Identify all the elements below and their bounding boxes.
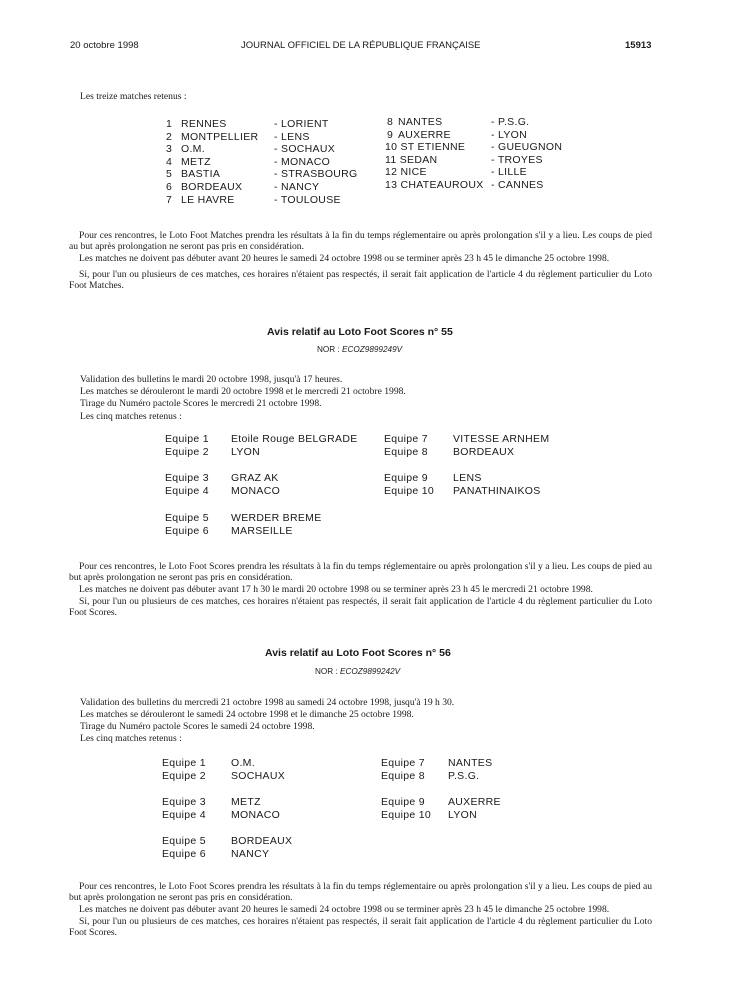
- s3-labels-left: [162, 757, 206, 783]
- away-team: - SOCHAUX: [274, 143, 336, 156]
- team-name: AUXERRE: [448, 796, 501, 808]
- match-number: 5: [166, 168, 173, 181]
- away-team: - TOULOUSE: [274, 193, 341, 206]
- s3-labels-right: [381, 757, 425, 783]
- s3-teams-right-2: [448, 796, 501, 822]
- away-team: - NANCY: [274, 180, 320, 193]
- match-number: 2: [166, 130, 173, 143]
- team-name: WERDER BREME: [231, 512, 322, 524]
- home-team: MONTPELLIER: [181, 130, 259, 143]
- team-label: Equipe 10: [384, 485, 434, 497]
- home-team: BASTIA: [181, 168, 221, 181]
- match-away-left: [274, 118, 358, 206]
- section3-intro: Les cinq matches retenus :: [80, 733, 182, 744]
- s3-labels-right-2: [381, 796, 431, 822]
- s2-teams-left: [231, 433, 358, 459]
- home-team: AUXERRE: [398, 128, 451, 141]
- team-label: Equipe 8: [381, 770, 425, 782]
- section3-schedule-paragraph: Les matches ne doivent pas débuter avant 20 heures le samedi 24 octobre 1998 ou se terminer après 23 h 45 le dimanche 25 octobre 1998.: [79, 904, 610, 915]
- away-team: - CANNES: [491, 178, 544, 191]
- team-name: NANTES: [448, 757, 493, 769]
- team-name: LYON: [231, 446, 261, 458]
- match-line: 11 SEDAN: [385, 153, 438, 166]
- match-right-b: [385, 141, 484, 191]
- section2-validation: Validation des bulletins le mardi 20 octobre 1998, jusqu'à 17 heures.: [80, 374, 343, 385]
- section3-title: Avis relatif au Loto Foot Scores n° 56: [265, 647, 451, 659]
- team-label: Equipe 4: [162, 809, 206, 821]
- match-home-left: [181, 118, 258, 206]
- match-line: 12 NICE: [385, 166, 427, 179]
- match-number: 8: [387, 116, 394, 128]
- team-name: METZ: [231, 796, 261, 808]
- team-label: Equipe 4: [165, 485, 209, 497]
- s2-labels-left: [165, 433, 209, 459]
- away-team: - LILLE: [491, 166, 527, 179]
- match-number: 9: [387, 128, 394, 141]
- section3-rules-paragraph: Pour ces rencontres, le Loto Foot Scores prendra les résultats à la fin du temps réglementaire ou après prolongation s'il y a lieu. Les coups de pied au but après prolongation ne seront pas pris en considération.: [69, 881, 652, 904]
- section3-tirage: Tirage du Numéro pactole Scores le samedi 24 octobre 1998.: [80, 721, 315, 732]
- match-number: 4: [166, 155, 173, 168]
- team-label: Equipe 1: [165, 433, 209, 445]
- away-team: - MONACO: [274, 155, 331, 168]
- s2-labels-right-2: [384, 472, 434, 498]
- s2-labels-left-2: [165, 472, 209, 498]
- team-label: Equipe 6: [165, 525, 209, 537]
- match-number: 6: [166, 180, 173, 193]
- team-label: Equipe 5: [165, 512, 209, 524]
- s3-teams-left-2: [231, 796, 280, 822]
- match-number: 1: [166, 118, 173, 130]
- team-name: PANATHINAIKOS: [453, 485, 541, 497]
- team-name: MONACO: [231, 485, 281, 497]
- team-name: SOCHAUX: [231, 770, 286, 782]
- s2-teams-right: [453, 433, 549, 459]
- section1-rules-paragraph: Pour ces rencontres, le Loto Foot Matches prendra les résultats à la fin du temps réglementaire ou après prolongation s'il y a lieu. Les coups de pied au but après prolongation ne seront pas pris en considération.: [69, 230, 652, 253]
- match-home-right-a: [398, 116, 451, 141]
- section2-nor: NOR : ECOZ9899249V: [317, 345, 403, 354]
- section3-dates: Les matches se dérouleront le samedi 24 octobre 1998 et le dimanche 25 octobre 1998.: [80, 709, 414, 720]
- s3-labels-left-3: [162, 835, 206, 861]
- match-number: 3: [166, 143, 173, 156]
- page-number: 15913: [625, 40, 652, 51]
- team-name: MARSEILLE: [231, 525, 293, 537]
- team-label: Equipe 9: [384, 472, 428, 484]
- away-team: - STRASBOURG: [274, 168, 358, 181]
- section1-schedule-paragraph: Les matches ne doivent pas débuter avant 20 heures le samedi 24 octobre 1998 ou se terminer après 23 h 45 le dimanche 25 octobre 1998.: [79, 253, 610, 264]
- home-team: METZ: [181, 155, 211, 168]
- section2-rules-paragraph: Pour ces rencontres, le Loto Foot Scores prendra les résultats à la fin du temps réglementaire ou après prolongation s'il y a lieu. Les coups de pied au but après prolongation ne seront pas pris en considération.: [69, 561, 652, 584]
- team-name: LENS: [453, 472, 482, 484]
- away-team: - LYON: [491, 128, 528, 141]
- team-label: Equipe 10: [381, 809, 431, 821]
- away-team: - LORIENT: [274, 118, 329, 130]
- home-team: RENNES: [181, 118, 227, 130]
- team-name: MONACO: [231, 809, 281, 821]
- s2-teams-left-2: [231, 472, 280, 498]
- team-name: VITESSE ARNHEM: [453, 433, 550, 445]
- section2-intro: Les cinq matches retenus :: [80, 411, 182, 422]
- s3-labels-left-2: [162, 796, 206, 822]
- team-label: Equipe 2: [162, 770, 206, 782]
- team-label: Equipe 7: [381, 757, 425, 769]
- team-name: P.S.G.: [448, 770, 480, 782]
- section2-title: Avis relatif au Loto Foot Scores n° 55: [267, 326, 453, 338]
- section2-tirage: Tirage du Numéro pactole Scores le mercredi 21 octobre 1998.: [80, 398, 322, 409]
- match-away-right: [491, 116, 562, 192]
- matches-intro: Les treize matches retenus :: [80, 91, 187, 102]
- header-date: 20 octobre 1998: [70, 40, 139, 51]
- section2-exception-paragraph: Si, pour l'un ou plusieurs de ces matches, ces horaires n'étaient pas respectés, il serait fait application de l'article 4 du règlement particulier du Loto Foot Scores.: [69, 596, 652, 619]
- s2-teams-left-3: [231, 512, 322, 538]
- match-numbers-left: [166, 118, 172, 206]
- match-line: 10 ST ETIENNE: [385, 141, 466, 153]
- home-team: O.M.: [181, 143, 205, 156]
- section2-schedule-paragraph: Les matches ne doivent pas débuter avant 17 h 30 le mardi 20 octobre 1998 ou se terminer après 23 h 45 le mercredi 21 octobre 1998.: [79, 584, 593, 595]
- s3-teams-left: [231, 757, 285, 783]
- home-team: LE HAVRE: [181, 193, 235, 206]
- section1-exception-paragraph: Si, pour l'un ou plusieurs de ces matches, ces horaires n'étaient pas respectés, il serait fait application de l'article 4 du règlement particulier du Loto Foot Matches.: [69, 269, 652, 292]
- section3-validation: Validation des bulletins du mercredi 21 octobre 1998 au samedi 24 octobre 1998, jusqu'à 19 h 30.: [80, 697, 455, 708]
- team-label: Equipe 7: [384, 433, 428, 445]
- section3-exception-paragraph: Si, pour l'un ou plusieurs de ces matches, ces horaires n'étaient pas respectés, il serait fait application de l'article 4 du règlement particulier du Loto Foot Scores.: [69, 916, 652, 939]
- team-name: NANCY: [231, 848, 270, 860]
- home-team: NANTES: [398, 116, 443, 128]
- team-label: Equipe 6: [162, 848, 206, 860]
- team-label: Equipe 3: [165, 472, 209, 484]
- section2-dates: Les matches se dérouleront le mardi 20 octobre 1998 et le mercredi 21 octobre 1998.: [80, 386, 406, 397]
- s2-teams-right-2: [453, 472, 541, 498]
- team-label: Equipe 2: [165, 446, 209, 458]
- team-name: BORDEAUX: [453, 446, 515, 458]
- match-line: 13 CHATEAUROUX: [385, 178, 484, 191]
- match-number: 7: [166, 193, 173, 206]
- team-label: Equipe 9: [381, 796, 425, 808]
- team-label: Equipe 5: [162, 835, 206, 847]
- team-name: Etoile Rouge BELGRADE: [231, 433, 358, 445]
- s3-teams-right: [448, 757, 492, 783]
- s3-teams-left-3: [231, 835, 292, 861]
- team-name: LYON: [448, 809, 478, 821]
- home-team: BORDEAUX: [181, 180, 243, 193]
- team-name: BORDEAUX: [231, 835, 293, 847]
- team-label: Equipe 1: [162, 757, 206, 769]
- s2-labels-left-3: [165, 512, 209, 538]
- away-team: - P.S.G.: [491, 116, 530, 128]
- section3-nor: NOR : ECOZ9899242V: [315, 667, 401, 676]
- s2-labels-right: [384, 433, 428, 459]
- team-name: GRAZ AK: [231, 472, 279, 484]
- team-name: O.M.: [231, 757, 255, 769]
- away-team: - LENS: [274, 130, 310, 143]
- team-label: Equipe 3: [162, 796, 206, 808]
- away-team: - GUEUGNON: [491, 141, 563, 154]
- away-team: - TROYES: [491, 153, 543, 166]
- team-label: Equipe 8: [384, 446, 428, 458]
- journal-title: JOURNAL OFFICIEL DE LA RÉPUBLIQUE FRANÇAISE: [241, 40, 481, 51]
